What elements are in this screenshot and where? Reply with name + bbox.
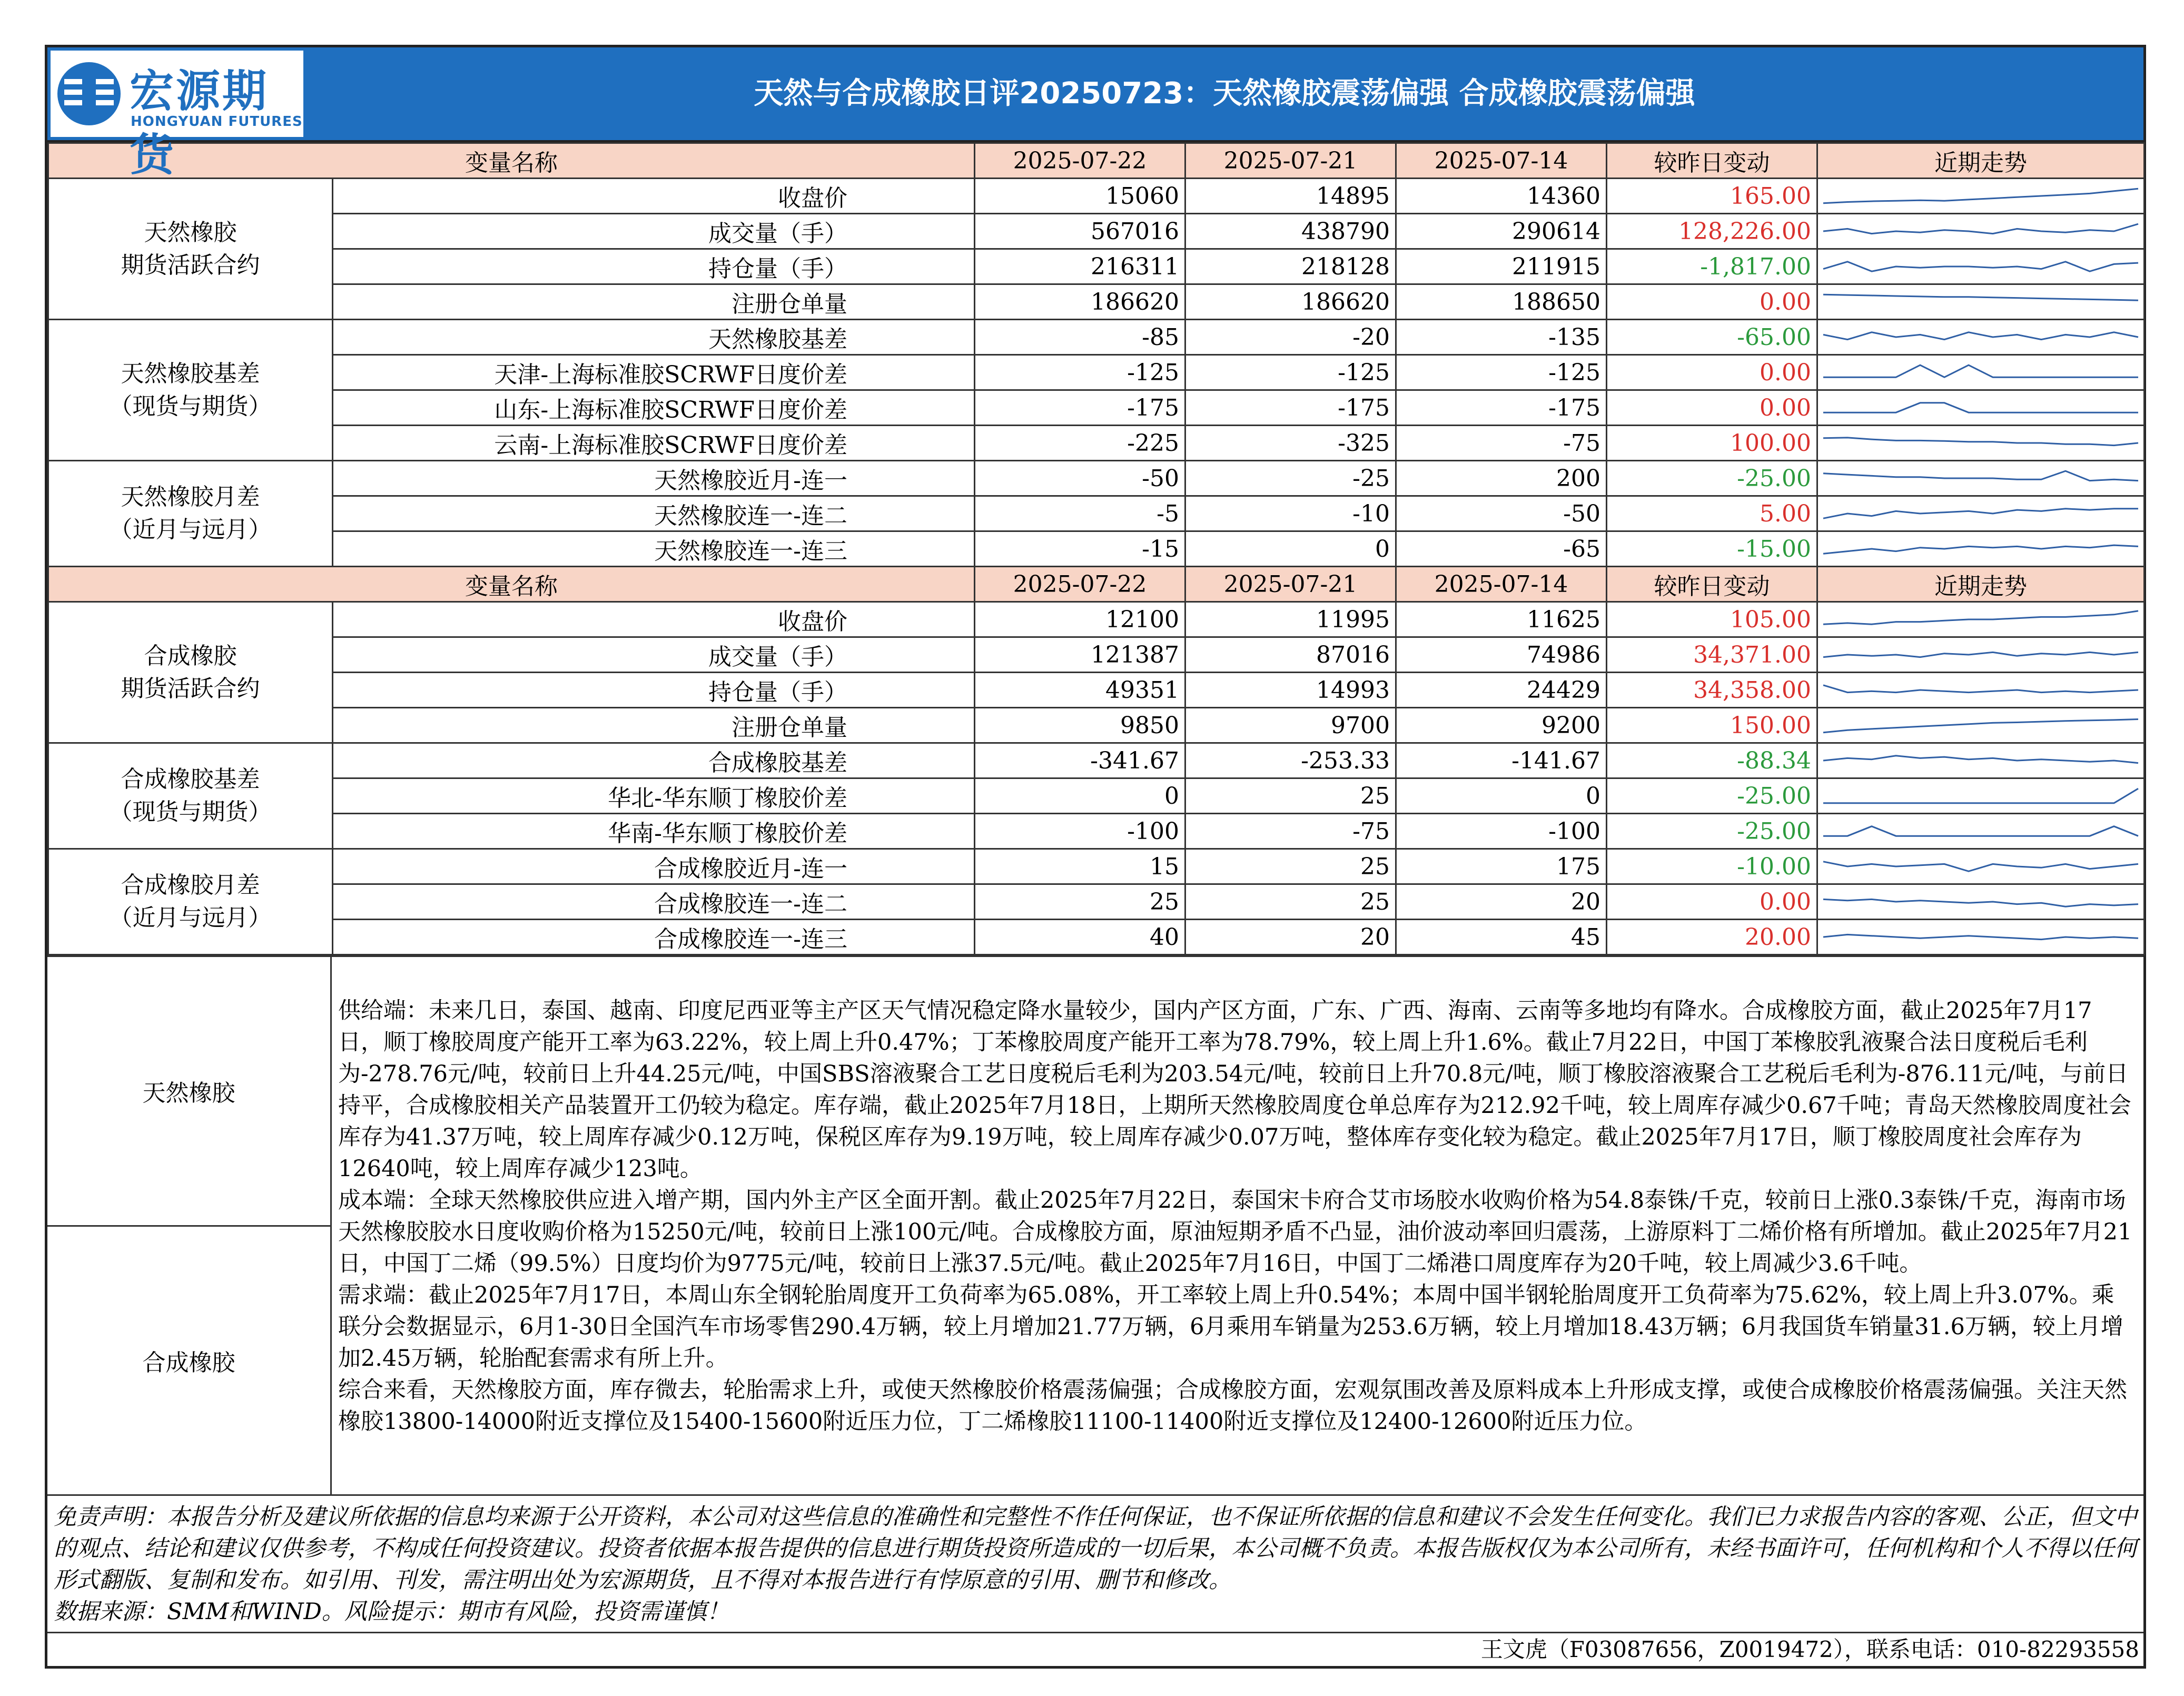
- variable-name: 天然橡胶连一-连三: [333, 531, 975, 567]
- commentary-supply: 供给端：未来几日，泰国、越南、印度尼西亚等主产区天气情况稳定降水量较少，国内产区方面，广东、广西、海南、云南等多地均有降水。合成橡胶方面，截止2025年7月17日，顺丁橡胶周度产能开工率为63.22%，较上周上升0.47%；丁苯橡胶周度产能开工率为78.79%，较上周上升1.6%。截止7月22日，中国丁苯橡胶乳液聚合法日度税后毛利为-278.76元/吨，较前日上升44.25元/吨，中国SBS溶液聚合工艺日度税后毛利为203.54元/吨，较前日上升70.8元/吨，顺丁橡胶溶液聚合工艺税后毛利为-876.11元/吨，与前日持平，合成橡胶相关产品装置开工仍较为稳定。库存端，截止2025年7月18日，上期所天然橡胶周度仓单总库存为212.92千吨，较上周库存减少0.67千吨；青岛天然橡胶周度社会库存为41.37万吨，较上周库存减少0.12万吨，保税区库存为9.19万吨，较上周库存减少0.07万吨，整体库存变化较为稳定。截止2025年7月17日，顺丁橡胶周度社会库存为12640吨，较上周库存减少123吨。: [338, 998, 2131, 1182]
- group-label: [48, 602, 333, 743]
- report-page: [45, 45, 2146, 1669]
- sparkline-cell: [1817, 214, 2145, 249]
- group-label-line: 合成橡胶月差: [121, 872, 260, 899]
- table-header-row: [48, 567, 2145, 602]
- value-cell: 40: [975, 920, 1185, 955]
- table-row: [48, 849, 2145, 884]
- sparkline-cell: [1817, 637, 2145, 673]
- sparkline-cell: [1817, 743, 2145, 778]
- group-label-line: 天然橡胶基差: [121, 360, 260, 387]
- sparkline-cell: [1817, 355, 2145, 390]
- value-cell: 11995: [1185, 602, 1396, 637]
- header-date: 2025-07-22: [975, 143, 1185, 179]
- change-cell: 0.00: [1607, 355, 1817, 390]
- sparkline-cell: [1817, 708, 2145, 743]
- variable-name: 合成橡胶近月-连一: [333, 849, 975, 884]
- value-cell: 216311: [975, 249, 1185, 284]
- group-label-line: 天然橡胶月差: [121, 484, 260, 510]
- sparkline-chart: [1821, 676, 2140, 704]
- commentary-cost: 成本端：全球天然橡胶供应进入增产期，国内外主产区全面开割。截止2025年7月22日，泰国宋卡府合艾市场胶水收购价格为54.8泰铢/千克，较前日上涨0.3泰铢/千克，海南市场天然橡胶胶水日度收购价格为15250元/吨，较前日上涨100元/吨。合成橡胶方面，原油短期矛盾不凸显，油价波动率回归震荡，上游原料丁二烯价格有所增加。截止2025年7月21日，中国丁二烯（99.5%）日度均价为9775元/吨，较前日上涨37.5元/吨。截止2025年7月16日，中国丁二烯港口周度库存为20千吨，较上周减少3.6千吨。: [338, 1187, 2132, 1277]
- value-cell: -341.67: [975, 743, 1185, 778]
- sparkline-cell: [1817, 814, 2145, 849]
- sparkline-line: [1823, 685, 2138, 693]
- disclaimer-block: [47, 1494, 2143, 1632]
- header-date: 2025-07-14: [1396, 143, 1607, 179]
- report-frame: [45, 45, 2146, 1669]
- value-cell: 567016: [975, 214, 1185, 249]
- sparkline-chart: [1821, 252, 2140, 281]
- change-cell: 165.00: [1607, 179, 1817, 214]
- sparkline-cell: [1817, 884, 2145, 920]
- value-cell: 25: [975, 884, 1185, 920]
- logo-text-en: HONGYUAN FUTURES: [131, 114, 303, 130]
- header-date: 2025-07-22: [975, 567, 1185, 602]
- change-cell: 100.00: [1607, 426, 1817, 461]
- value-cell: 24429: [1396, 673, 1607, 708]
- group-label: [48, 461, 333, 567]
- value-cell: 0: [1396, 778, 1607, 814]
- table-header-row: [48, 143, 2145, 179]
- value-cell: -125: [1185, 355, 1396, 390]
- sparkline-chart: [1821, 429, 2140, 457]
- sparkline-line: [1823, 189, 2138, 203]
- variable-name: 合成橡胶基差: [333, 743, 975, 778]
- header-date: 2025-07-21: [1185, 143, 1396, 179]
- value-cell: 20: [1396, 884, 1607, 920]
- table-row: [48, 214, 2145, 249]
- value-cell: 9850: [975, 708, 1185, 743]
- variable-name: 天津-上海标准胶SCRWF日度价差: [333, 355, 975, 390]
- value-cell: 211915: [1396, 249, 1607, 284]
- sparkline-line: [1823, 545, 2138, 554]
- value-cell: -125: [975, 355, 1185, 390]
- value-cell: 49351: [975, 673, 1185, 708]
- group-label-line: （近月与远月）: [109, 516, 272, 543]
- sparkline-cell: [1817, 778, 2145, 814]
- sparkline-line: [1823, 719, 2138, 733]
- header-var-name: 变量名称: [48, 143, 975, 179]
- disclaimer-text: 免责声明：本报告分析及建议所依据的信息均来源于公开资料，本公司对这些信息的准确性和完整性不作任何保证，也不保证所依据的信息和建议不会发生任何变化。我们已力求报告内容的客观、公正，但文中的观点、结论和建议仅供参考，不构成任何投资建议。投资者依据本报告提供的信息进行期货投资所造成的一切后果，本公司概不负责。本报告版权仅为本公司所有，未经书面许可，任何机构和个人不得以任何形式翻版、复制和发布。如引用、刊发，需注明出处为宏源期货，且不得对本报告进行有悖原意的引用、删节和修改。: [54, 1504, 2137, 1593]
- data-table: [47, 142, 2145, 955]
- commentary-demand: 需求端：截止2025年7月17日，本周山东全钢轮胎周度开工负荷率为65.08%，开工率较上周上升0.54%；本周中国半钢轮胎周度开工负荷率为75.62%，较上周上升3.07%。乘联分会数据显示，6月1-30日全国汽车市场零售290.4万辆，较上月增加21.77万辆，6月乘用车销量为253.6万辆，较上月增加18.43万辆；6月我国货车销量31.6万辆，较上月增加2.45万辆，轮胎配套需求有所上升。: [338, 1282, 2123, 1372]
- group-label-line: 合成橡胶基差: [121, 766, 260, 793]
- change-cell: 105.00: [1607, 602, 1817, 637]
- value-cell: 175: [1396, 849, 1607, 884]
- group-label-line: 合成橡胶: [144, 642, 237, 669]
- analyst-contact: 王文虎（F03087656，Z0019472），联系电话：010-82293558: [47, 1632, 2143, 1666]
- variable-name: 合成橡胶连一-连二: [333, 884, 975, 920]
- sparkline-chart: [1821, 217, 2140, 245]
- header-date: 2025-07-14: [1396, 567, 1607, 602]
- sparkline-cell: [1817, 179, 2145, 214]
- change-cell: 0.00: [1607, 390, 1817, 426]
- sparkline-line: [1823, 509, 2138, 518]
- sparkline-line: [1823, 438, 2138, 446]
- table-row: [48, 778, 2145, 814]
- variable-name: 注册仓单量: [333, 708, 975, 743]
- change-cell: -25.00: [1607, 778, 1817, 814]
- variable-name: 天然橡胶基差: [333, 320, 975, 355]
- sparkline-chart: [1821, 888, 2140, 916]
- value-cell: -5: [975, 496, 1185, 531]
- change-cell: -25.00: [1607, 814, 1817, 849]
- sparkline-line: [1823, 756, 2138, 763]
- value-cell: 290614: [1396, 214, 1607, 249]
- sparkline-line: [1823, 862, 2138, 871]
- variable-name: 天然橡胶连一-连二: [333, 496, 975, 531]
- variable-name: 山东-上海标准胶SCRWF日度价差: [333, 390, 975, 426]
- change-cell: 0.00: [1607, 884, 1817, 920]
- value-cell: -225: [975, 426, 1185, 461]
- value-cell: -25: [1185, 461, 1396, 496]
- sparkline-cell: [1817, 849, 2145, 884]
- value-cell: -50: [975, 461, 1185, 496]
- value-cell: -75: [1185, 814, 1396, 849]
- change-cell: -88.34: [1607, 743, 1817, 778]
- table-row: [48, 602, 2145, 637]
- table-row: [48, 284, 2145, 320]
- header-date: 2025-07-21: [1185, 567, 1396, 602]
- value-cell: 186620: [975, 284, 1185, 320]
- table-row: [48, 179, 2145, 214]
- commentary-text: [332, 957, 2143, 1494]
- change-cell: 34,358.00: [1607, 673, 1817, 708]
- variable-name: 成交量（手）: [333, 214, 975, 249]
- variable-name: 注册仓单量: [333, 284, 975, 320]
- value-cell: 218128: [1185, 249, 1396, 284]
- sparkline-chart: [1821, 640, 2140, 669]
- value-cell: 20: [1185, 920, 1396, 955]
- table-row: [48, 531, 2145, 567]
- header-change: 较昨日变动: [1607, 143, 1817, 179]
- value-cell: -10: [1185, 496, 1396, 531]
- table-row: [48, 355, 2145, 390]
- sparkline-cell: [1817, 673, 2145, 708]
- sparkline-chart: [1821, 288, 2140, 316]
- sparkline-line: [1823, 294, 2138, 300]
- change-cell: 0.00: [1607, 284, 1817, 320]
- value-cell: 14895: [1185, 179, 1396, 214]
- value-cell: 25: [1185, 884, 1396, 920]
- change-cell: 20.00: [1607, 920, 1817, 955]
- value-cell: 45: [1396, 920, 1607, 955]
- value-cell: 15060: [975, 179, 1185, 214]
- value-cell: -65: [1396, 531, 1607, 567]
- header-var-name: 变量名称: [48, 567, 975, 602]
- value-cell: -125: [1396, 355, 1607, 390]
- commentary-summary: 综合来看，天然橡胶方面，库存微去，轮胎需求上升，或使天然橡胶价格震荡偏强；合成橡胶方面，宏观氛围改善及原料成本上升形成支撑，或使合成橡胶价格震荡偏强。关注天然橡胶13800-14000附近支撑位及15400-15600附近压力位，丁二烯橡胶11100-11400附近支撑位及12400-12600附近压力位。: [338, 1377, 2127, 1435]
- value-cell: 25: [1185, 849, 1396, 884]
- group-label-line: （近月与远月）: [109, 904, 272, 931]
- sparkline-line: [1823, 652, 2138, 657]
- value-cell: -135: [1396, 320, 1607, 355]
- sparkline-chart: [1821, 182, 2140, 210]
- value-cell: 438790: [1185, 214, 1396, 249]
- sparkline-cell: [1817, 602, 2145, 637]
- value-cell: -175: [1185, 390, 1396, 426]
- sparkline-line: [1823, 332, 2138, 340]
- value-cell: 87016: [1185, 637, 1396, 673]
- value-cell: 0: [975, 778, 1185, 814]
- value-cell: 188650: [1396, 284, 1607, 320]
- table-row: [48, 637, 2145, 673]
- value-cell: -20: [1185, 320, 1396, 355]
- table-row: [48, 496, 2145, 531]
- sparkline-cell: [1817, 426, 2145, 461]
- change-cell: -1,817.00: [1607, 249, 1817, 284]
- sparkline-cell: [1817, 320, 2145, 355]
- sparkline-chart: [1821, 499, 2140, 528]
- sparkline-chart: [1821, 923, 2140, 951]
- value-cell: -100: [975, 814, 1185, 849]
- variable-name: 天然橡胶近月-连一: [333, 461, 975, 496]
- sparkline-line: [1823, 788, 2138, 803]
- value-cell: -141.67: [1396, 743, 1607, 778]
- commentary-label-synthetic: 合成橡胶: [142, 1349, 235, 1376]
- logo-text-cn: 宏源期货: [130, 65, 269, 181]
- change-cell: -65.00: [1607, 320, 1817, 355]
- group-label-line: 期货活跃合约: [121, 251, 260, 279]
- sparkline-line: [1823, 934, 2138, 939]
- change-cell: -15.00: [1607, 531, 1817, 567]
- change-cell: 150.00: [1607, 708, 1817, 743]
- variable-name: 云南-上海标准胶SCRWF日度价差: [333, 426, 975, 461]
- variable-name: 收盘价: [333, 179, 975, 214]
- value-cell: -15: [975, 531, 1185, 567]
- logo-emblem-icon: [55, 58, 123, 130]
- variable-name: 成交量（手）: [333, 637, 975, 673]
- sparkline-line: [1823, 262, 2138, 271]
- sparkline-chart: [1821, 782, 2140, 810]
- sparkline-chart: [1821, 711, 2140, 739]
- value-cell: -175: [1396, 390, 1607, 426]
- commentary-labels: [47, 957, 332, 1494]
- value-cell: 14360: [1396, 179, 1607, 214]
- group-label: [48, 849, 333, 955]
- value-cell: 0: [1185, 531, 1396, 567]
- commentary-label-natural: 天然橡胶: [47, 957, 330, 1227]
- sparkline-chart: [1821, 852, 2140, 881]
- report-title: 天然与合成橡胶日评20250723：天然橡胶震荡偏强 合成橡胶震荡偏强: [754, 76, 1695, 111]
- sparkline-chart: [1821, 817, 2140, 845]
- group-label-line: 期货活跃合约: [121, 675, 260, 702]
- company-logo: [51, 51, 303, 181]
- group-label-line: （现货与期货）: [109, 392, 272, 420]
- value-cell: -100: [1396, 814, 1607, 849]
- sparkline-chart: [1821, 464, 2140, 492]
- value-cell: 200: [1396, 461, 1607, 496]
- sparkline-cell: [1817, 920, 2145, 955]
- sparkline-line: [1823, 403, 2138, 412]
- table-row: [48, 461, 2145, 496]
- variable-name: 华南-华东顺丁橡胶价差: [333, 814, 975, 849]
- change-cell: -10.00: [1607, 849, 1817, 884]
- value-cell: -325: [1185, 426, 1396, 461]
- change-cell: 5.00: [1607, 496, 1817, 531]
- sparkline-line: [1823, 826, 2138, 836]
- value-cell: 14993: [1185, 673, 1396, 708]
- value-cell: -50: [1396, 496, 1607, 531]
- table-row: [48, 743, 2145, 778]
- variable-name: 合成橡胶连一-连三: [333, 920, 975, 955]
- value-cell: 9700: [1185, 708, 1396, 743]
- change-cell: -25.00: [1607, 461, 1817, 496]
- value-cell: 11625: [1396, 602, 1607, 637]
- value-cell: 121387: [975, 637, 1185, 673]
- table-row: [48, 249, 2145, 284]
- variable-name: 收盘价: [333, 602, 975, 637]
- sparkline-line: [1823, 471, 2138, 480]
- value-cell: 9200: [1396, 708, 1607, 743]
- change-cell: 128,226.00: [1607, 214, 1817, 249]
- table-row: [48, 920, 2145, 955]
- variable-name: 持仓量（手）: [333, 673, 975, 708]
- sparkline-cell: [1817, 390, 2145, 426]
- sparkline-cell: [1817, 531, 2145, 567]
- table-row: [48, 390, 2145, 426]
- sparkline-line: [1823, 899, 2138, 906]
- group-label: [48, 743, 333, 849]
- value-cell: 186620: [1185, 284, 1396, 320]
- sparkline-cell: [1817, 284, 2145, 320]
- sparkline-chart: [1821, 605, 2140, 634]
- sparkline-line: [1823, 224, 2138, 233]
- group-label-line: 天然橡胶: [144, 219, 237, 246]
- value-cell: -85: [975, 320, 1185, 355]
- header-trend: 近期走势: [1817, 143, 2145, 179]
- sparkline-chart: [1821, 535, 2140, 563]
- sparkline-chart: [1821, 746, 2140, 775]
- value-cell: 74986: [1396, 637, 1607, 673]
- table-row: [48, 320, 2145, 355]
- value-cell: -75: [1396, 426, 1607, 461]
- group-label: [48, 320, 333, 461]
- table-row: [48, 673, 2145, 708]
- variable-name: 持仓量（手）: [333, 249, 975, 284]
- sparkline-line: [1823, 365, 2138, 377]
- value-cell: -253.33: [1185, 743, 1396, 778]
- sparkline-chart: [1821, 323, 2140, 351]
- header-trend: 近期走势: [1817, 567, 2145, 602]
- change-cell: 34,371.00: [1607, 637, 1817, 673]
- variable-name: 华北-华东顺丁橡胶价差: [333, 778, 975, 814]
- sparkline-chart: [1821, 393, 2140, 422]
- sparkline-cell: [1817, 496, 2145, 531]
- header-change: 较昨日变动: [1607, 567, 1817, 602]
- table-row: [48, 884, 2145, 920]
- sparkline-cell: [1817, 249, 2145, 284]
- group-label-line: （现货与期货）: [109, 798, 272, 825]
- commentary-section: [47, 955, 2143, 1494]
- data-source-text: 数据来源：SMM和WIND。风险提示：期市有风险，投资需谨慎！: [54, 1599, 729, 1625]
- table-row: [48, 708, 2145, 743]
- table-row: [48, 426, 2145, 461]
- value-cell: 25: [1185, 778, 1396, 814]
- table-row: [48, 814, 2145, 849]
- group-label: [48, 179, 333, 320]
- value-cell: 12100: [975, 602, 1185, 637]
- sparkline-line: [1823, 611, 2138, 624]
- value-cell: 15: [975, 849, 1185, 884]
- value-cell: -175: [975, 390, 1185, 426]
- sparkline-chart: [1821, 358, 2140, 387]
- sparkline-cell: [1817, 461, 2145, 496]
